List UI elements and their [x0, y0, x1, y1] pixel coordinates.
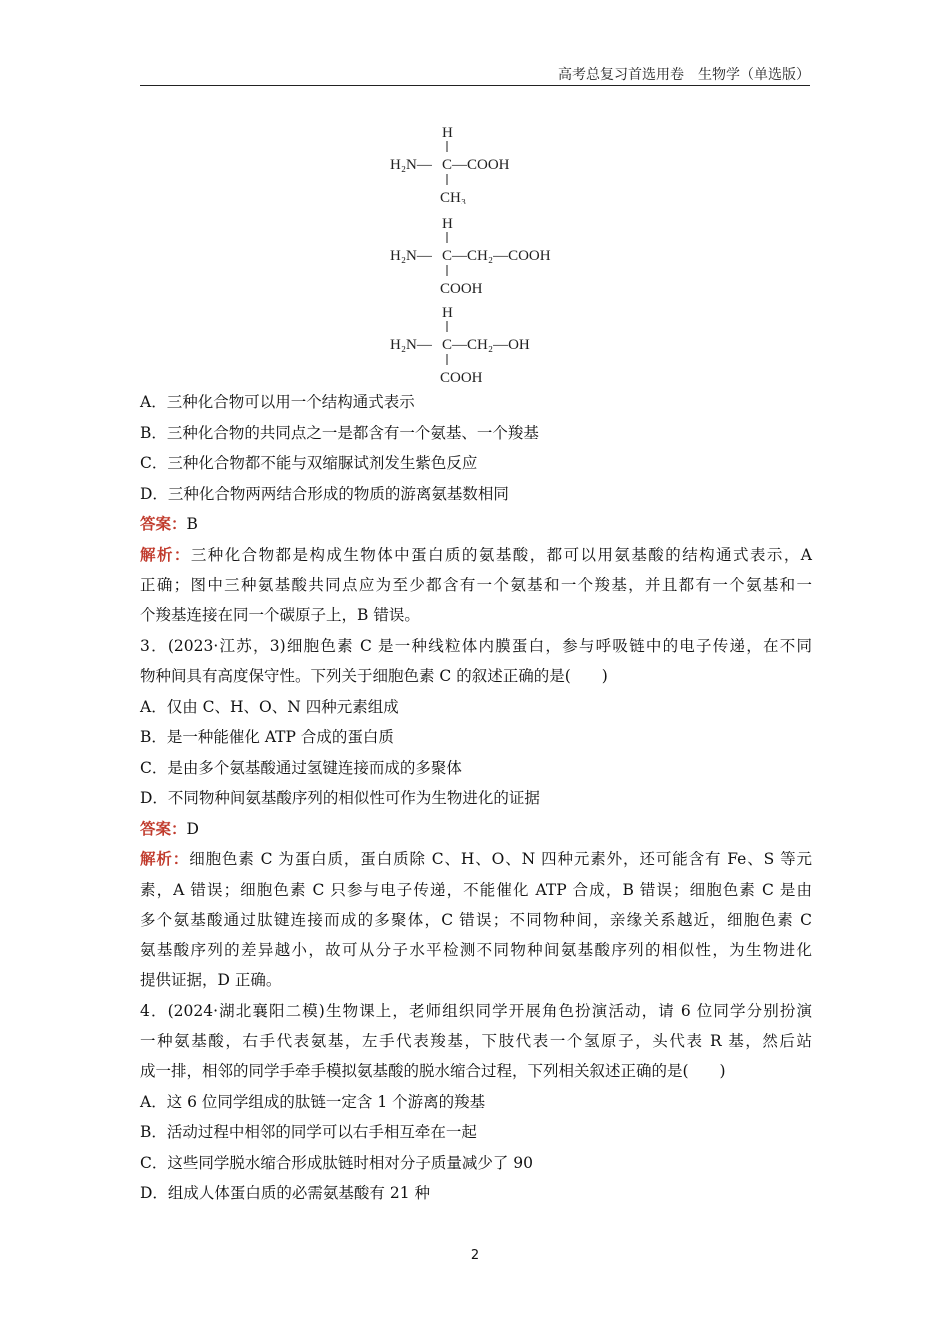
- answer-label: 答案：: [140, 514, 187, 533]
- q2-answer: [140, 514, 812, 534]
- analysis-label: 解析：: [140, 849, 190, 868]
- q4-option-b: B．活动过程中相邻的同学可以右手相互牵在一起: [140, 1123, 477, 1141]
- formula-amine: H₂N—: [390, 248, 432, 264]
- formula-top-atom: H: [442, 216, 453, 232]
- q2-analysis-line-3: 个羧基连接在同一个碳原子上，B 错误。: [140, 606, 420, 624]
- q2-option-b: B．三种化合物的共同点之一是都含有一个氨基、一个羧基: [140, 424, 539, 442]
- q3-stem-line-2: 物种间具有高度保守性。下列关于细胞色素 C 的叙述正确的是( ): [140, 667, 608, 685]
- q3-analysis-line-4: 氨基酸序列的差异越小，故可从分子水平检测不同物种间氨基酸序列的相似性，为生物进化: [140, 941, 812, 959]
- q3-answer: [140, 819, 812, 839]
- answer-value: D: [186, 820, 199, 838]
- structural-formula-2: [390, 213, 620, 295]
- formula-bottom-group: COOH: [440, 370, 483, 384]
- structural-formula-1: [390, 122, 620, 204]
- q3-analysis-line-1: 解析：细胞色素 C 为蛋白质，蛋白质除 C、H、O、N 四种元素外，还可能含有 Fe、S 等元: [140, 849, 812, 868]
- q3-analysis-line-2: 素，A 错误；细胞色素 C 只参与电子传递，不能催化 ATP 合成，B 错误；细胞色素 C 是由: [140, 881, 812, 899]
- formula-amine: H₂N—: [390, 337, 432, 353]
- formula-carbon: C: [442, 248, 453, 264]
- formula-top-atom: H: [442, 305, 453, 321]
- analysis-label: 解析：: [140, 545, 191, 564]
- header-divider: [140, 85, 810, 86]
- formula-top-atom: H: [442, 125, 453, 141]
- formula-bottom-group: COOH: [440, 281, 483, 295]
- formula-chain: —CH₂—COOH: [452, 248, 551, 264]
- structural-formula-3: [390, 302, 620, 384]
- q2-option-c: C．三种化合物都不能与双缩脲试剂发生紫色反应: [140, 454, 478, 472]
- q4-stem-line-1: 4．(2024·湖北襄阳二模)生物课上，老师组织同学开展角色扮演活动，请 6 位同学分别扮演: [140, 1002, 812, 1020]
- q2-analysis-line-2: 正确；图中三种氨基酸共同点应为至少都含有一个氨基和一个羧基，并且都有一个氨基和一: [140, 576, 812, 594]
- q3-stem-line-1: 3．(2023·江苏，3)细胞色素 C 是一种线粒体内膜蛋白，参与呼吸链中的电子传递，在不同: [140, 637, 812, 655]
- q2-analysis-line-1: 解析：三种化合物都是构成生物体中蛋白质的氨基酸，都可以用氨基酸的结构通式表示，A: [140, 545, 812, 564]
- formula-bottom-group: CH₃: [440, 190, 467, 204]
- q3-analysis-line-5: 提供证据，D 正确。: [140, 971, 282, 989]
- q3-option-c: C．是由多个氨基酸通过氢键连接而成的多聚体: [140, 759, 462, 777]
- page-number: 2: [470, 1248, 480, 1263]
- formula-chain: —COOH: [452, 157, 510, 173]
- formula-chain: —CH₂—OH: [452, 337, 530, 353]
- answer-value: B: [186, 515, 198, 533]
- q4-option-c: C．这些同学脱水缩合形成肽链时相对分子质量减少了 90: [140, 1154, 534, 1172]
- q3-option-d: D．不同物种间氨基酸序列的相似性可作为生物进化的证据: [140, 789, 540, 807]
- q3-option-b: B．是一种能催化 ATP 合成的蛋白质: [140, 728, 394, 746]
- q2-option-a: A．三种化合物可以用一个结构通式表示: [140, 393, 415, 411]
- formula-carbon: C: [442, 157, 453, 173]
- q3-option-a: A．仅由 C、H、O、N 四种元素组成: [140, 698, 399, 716]
- q4-stem-line-3: 成一排，相邻的同学手牵手模拟氨基酸的脱水缩合过程，下列相关叙述正确的是( ): [140, 1062, 726, 1080]
- q3-analysis-line-3: 多个氨基酸通过肽键连接而成的多聚体，C 错误；不同物种间，亲缘关系越近，细胞色素 C: [140, 911, 812, 929]
- q4-option-d: D．组成人体蛋白质的必需氨基酸有 21 种: [140, 1184, 431, 1202]
- formula-amine: H₂N—: [390, 157, 432, 173]
- q2-option-d: D．三种化合物两两结合形成的物质的游离氨基数相同: [140, 485, 509, 503]
- formula-carbon: C: [442, 337, 453, 353]
- answer-label: 答案：: [140, 819, 187, 838]
- q4-option-a: A．这 6 位同学组成的肽链一定含 1 个游离的羧基: [140, 1093, 486, 1111]
- page-header: 高考总复习首选用卷 生物学（单选版）: [558, 67, 810, 83]
- q4-stem-line-2: 一种氨基酸，右手代表氨基，左手代表羧基，下肢代表一个氢原子，头代表 R 基，然后站: [140, 1032, 812, 1050]
